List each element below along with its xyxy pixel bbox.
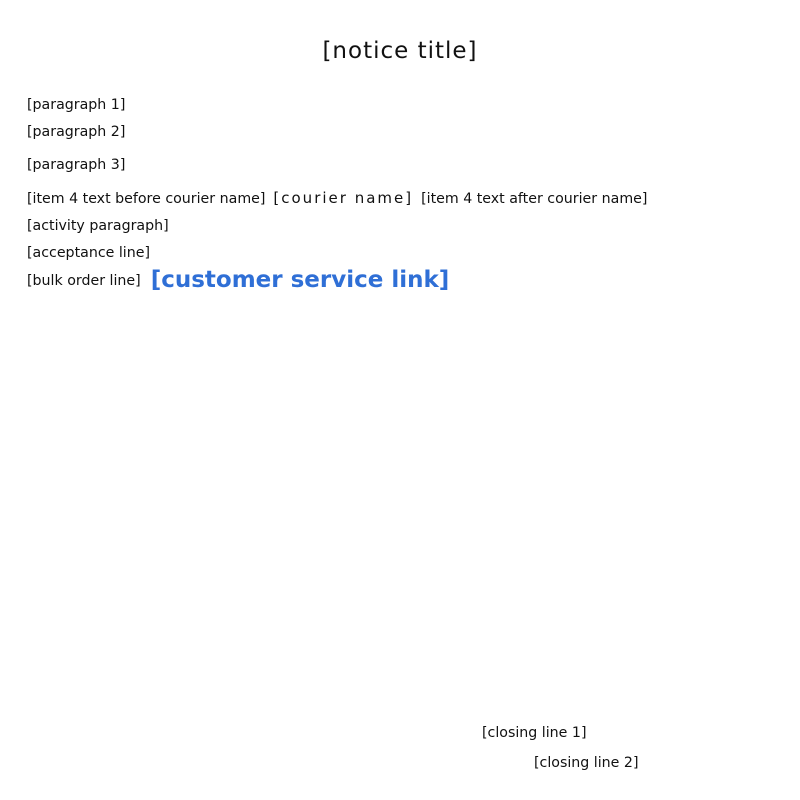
page-title: [notice title] <box>322 38 478 64</box>
acceptance-notice: [acceptance line] <box>27 245 150 261</box>
customer-service-link[interactable]: [customer service link] <box>150 267 450 293</box>
bulk-order-line <box>27 267 779 295</box>
notice-item-4 <box>27 185 779 213</box>
bulk-order-text: [bulk order line] <box>27 273 141 289</box>
notice-item-3: [paragraph 3] <box>27 157 126 173</box>
notice-body <box>27 92 779 295</box>
closing-wishes: [closing line 2] <box>534 755 639 771</box>
activity-notice: [activity paragraph] <box>27 218 169 234</box>
notice-item-4-shipping-text: [item 4 text after courier name] <box>421 191 648 207</box>
closing-thanks: [closing line 1] <box>482 725 587 741</box>
notice-item-2: [paragraph 2] <box>27 124 126 140</box>
notice-item-1: [paragraph 1] <box>27 97 126 113</box>
notice-item-4-text: [item 4 text before courier name] <box>27 191 266 207</box>
closing-message <box>482 718 638 778</box>
courier-name: [courier name] <box>273 189 414 207</box>
